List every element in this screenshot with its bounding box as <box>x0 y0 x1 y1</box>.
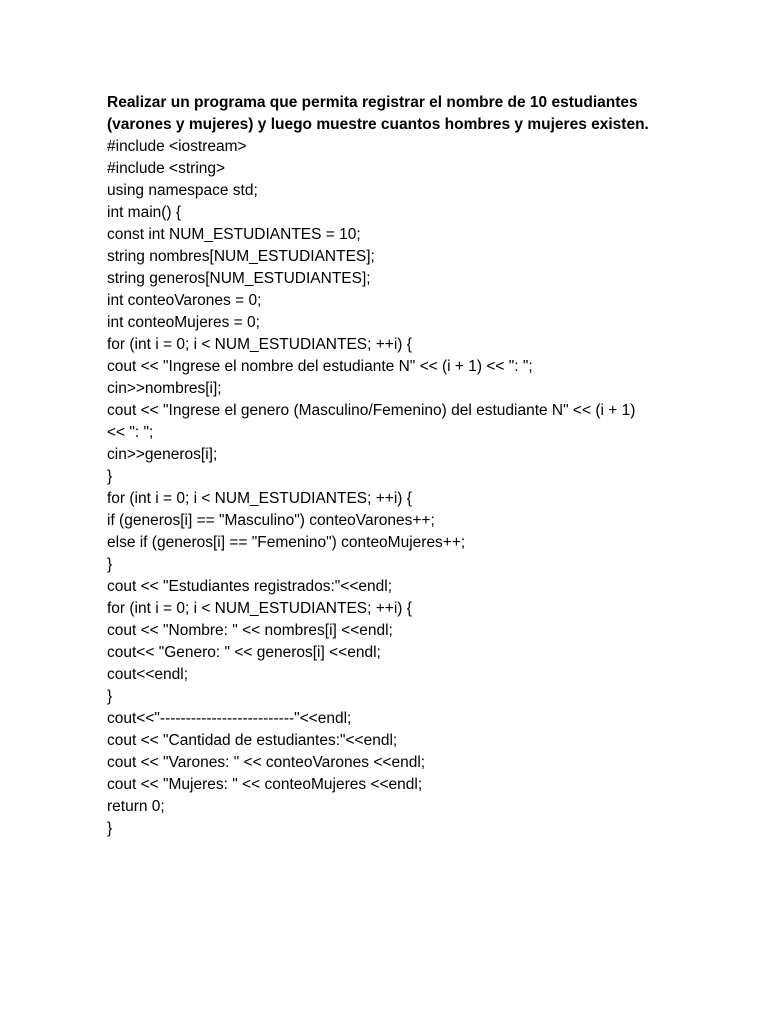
code-line: cout << "Estudiantes registrados:"<<endl; <box>107 578 393 595</box>
title-line: (varones y mujeres) y luego muestre cuantos hombres y mujeres existen. <box>107 116 649 133</box>
code-line: } <box>107 820 113 837</box>
code-line: int main() { <box>107 204 182 221</box>
code-line: } <box>107 468 113 485</box>
code-listing <box>107 136 667 840</box>
code-line: string generos[NUM_ESTUDIANTES]; <box>107 270 371 287</box>
code-line: return 0; <box>107 798 165 815</box>
code-line: } <box>107 556 113 573</box>
code-line: cin>>nombres[i]; <box>107 380 222 397</box>
code-line: int conteoMujeres = 0; <box>107 314 260 331</box>
code-line: const int NUM_ESTUDIANTES = 10; <box>107 226 361 243</box>
code-line: else if (generos[i] == "Femenino") conteoMujeres++; <box>107 534 466 551</box>
code-line: using namespace std; <box>107 182 258 199</box>
code-line: cout << "Cantidad de estudiantes:"<<endl; <box>107 732 398 749</box>
code-line: for (int i = 0; i < NUM_ESTUDIANTES; ++i) { <box>107 490 412 507</box>
code-line: cout << "Nombre: " << nombres[i] <<endl; <box>107 622 393 639</box>
code-line: cout << "Mujeres: " << conteoMujeres <<endl; <box>107 776 423 793</box>
code-line: cout<<"--------------------------"<<endl; <box>107 710 352 727</box>
document-content <box>107 92 667 840</box>
code-line: cout << "Ingrese el genero (Masculino/Femenino) del estudiante N" << (i + 1) <box>107 402 636 419</box>
code-line: string nombres[NUM_ESTUDIANTES]; <box>107 248 375 265</box>
code-line: << ": "; <box>107 424 154 441</box>
code-line: for (int i = 0; i < NUM_ESTUDIANTES; ++i) { <box>107 600 412 617</box>
code-line: cout<< "Genero: " << generos[i] <<endl; <box>107 644 381 661</box>
code-line: cout<<endl; <box>107 666 189 683</box>
code-line: for (int i = 0; i < NUM_ESTUDIANTES; ++i) { <box>107 336 412 353</box>
title-line: Realizar un programa que permita registrar el nombre de 10 estudiantes <box>107 94 638 111</box>
code-line: #include <string> <box>107 160 226 177</box>
code-line: cout << "Varones: " << conteoVarones <<endl; <box>107 754 426 771</box>
code-line: cout << "Ingrese el nombre del estudiante N" << (i + 1) << ": "; <box>107 358 533 375</box>
code-line: int conteoVarones = 0; <box>107 292 262 309</box>
code-line: } <box>107 688 113 705</box>
code-line: if (generos[i] == "Masculino") conteoVarones++; <box>107 512 435 529</box>
code-line: cin>>generos[i]; <box>107 446 218 463</box>
document-title <box>107 92 667 136</box>
code-line: #include <iostream> <box>107 138 247 155</box>
